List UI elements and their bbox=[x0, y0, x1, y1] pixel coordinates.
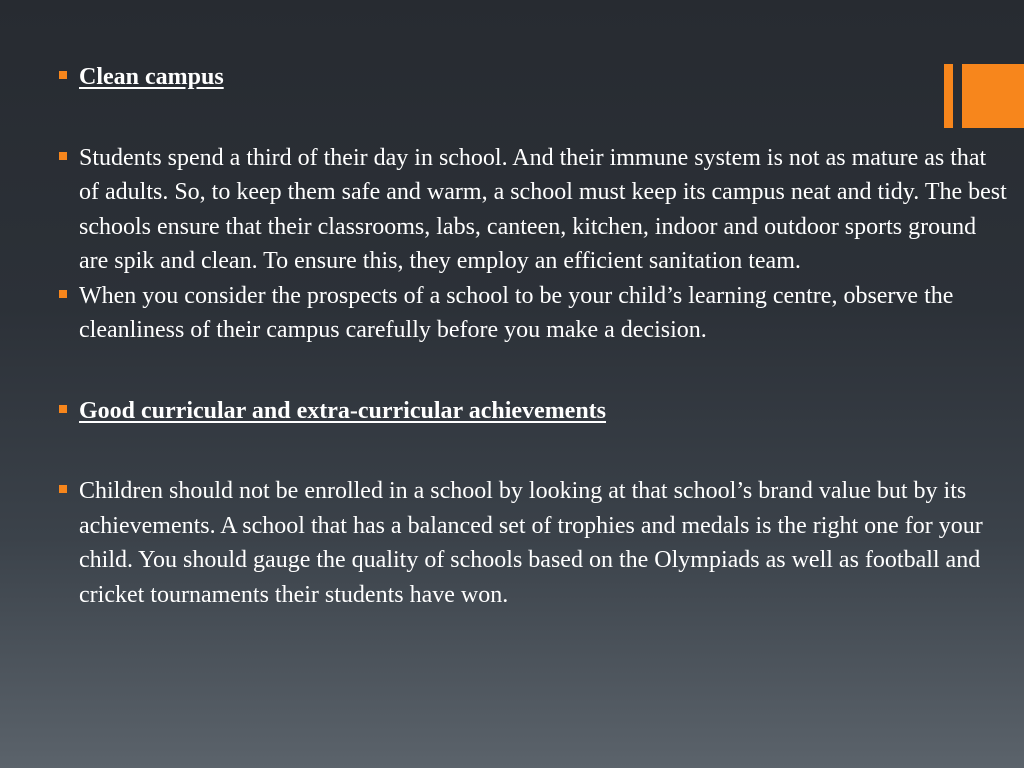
bullet-item-achievements-heading bbox=[59, 394, 1009, 429]
bullet-item-clean-campus-heading bbox=[59, 60, 1009, 95]
section-heading-achievements: Good curricular and extra-curricular achievements bbox=[79, 397, 607, 424]
bullet-item-students-spend bbox=[59, 141, 1009, 279]
square-bullet-icon bbox=[59, 152, 67, 160]
section-heading-clean-campus: Clean campus bbox=[79, 64, 224, 90]
bullet-text: When you consider the prospects of a school to be your child’s learning centre, observe the cleanliness of their campus carefully before you make a decision. bbox=[79, 282, 954, 343]
square-bullet-icon bbox=[59, 405, 67, 413]
square-bullet-icon bbox=[59, 485, 67, 493]
bullet-text: Children should not be enrolled in a school by looking at that school’s brand value but by its achievements. A school that has a balanced set of trophies and medals is the right one for your child. You should gauge the quality of schools based on the Olympiads as well as football and cricket tournaments their students have won. bbox=[79, 478, 983, 608]
bullet-item-children-enrolled bbox=[59, 474, 1009, 612]
slide-content bbox=[59, 60, 1009, 612]
square-bullet-icon bbox=[59, 71, 67, 79]
bullet-item-consider-prospects bbox=[59, 279, 1009, 348]
bullet-text: Students spend a third of their day in school. And their immune system is not as mature as that of adults. So, to keep them safe and warm, a school must keep its campus neat and tidy. The best schools ensure that their classrooms, labs, canteen, kitchen, indoor and outdoor sports ground are spik and clean. To ensure this, they employ an efficient sanitation team. bbox=[79, 144, 1007, 274]
square-bullet-icon bbox=[59, 290, 67, 298]
